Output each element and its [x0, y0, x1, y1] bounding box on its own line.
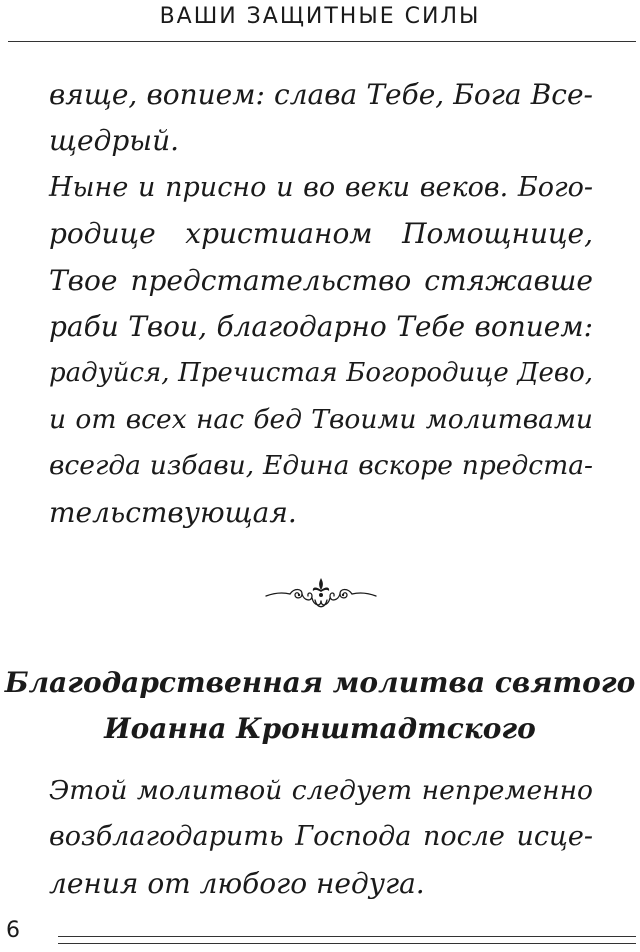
prayer-line: и от всех нас бед Твоими молитвами	[49, 403, 593, 435]
prayer-line: тельствующая.	[49, 495, 297, 529]
prayer-line: Ныне и присно и во веки веков. Бого-	[49, 171, 593, 203]
prayer-line: щедрый.	[49, 124, 180, 158]
running-head-title: ВАШИ ЗАЩИТНЫЕ СИЛЫ	[159, 4, 481, 29]
section-heading-line: Благодарственная молитва святого	[4, 666, 636, 699]
header-rule	[8, 41, 636, 42]
prayer-text	[49, 72, 593, 536]
intro-line: Этой молитвой следует непременно	[49, 775, 593, 806]
floral-divider-icon	[264, 574, 378, 614]
prayer-line: вяще, вопием: слава Тебе, Бога Все-	[49, 78, 593, 111]
prayer-line: всегда избави, Едина вскоре предста-	[49, 450, 593, 482]
footer-rule	[58, 943, 636, 944]
prayer-line: Твое предстательство стяжавше	[49, 263, 593, 297]
section-intro	[49, 768, 593, 907]
intro-line: возблагодарить Господа после исце-	[49, 821, 593, 853]
intro-line: ления от любого недуга.	[49, 866, 425, 900]
section-heading-line: Иоанна Кронштадтского	[104, 712, 536, 745]
prayer-line: раби Твои, благодарно Тебе вопием:	[49, 309, 593, 343]
running-head	[0, 0, 640, 44]
section-heading	[0, 660, 640, 752]
prayer-line: родице христианом Помощнице,	[49, 217, 593, 251]
footer-rule	[58, 936, 636, 937]
prayer-line: радуйся, Пречистая Богородице Дево,	[49, 358, 593, 389]
page-number: 6	[6, 918, 20, 943]
